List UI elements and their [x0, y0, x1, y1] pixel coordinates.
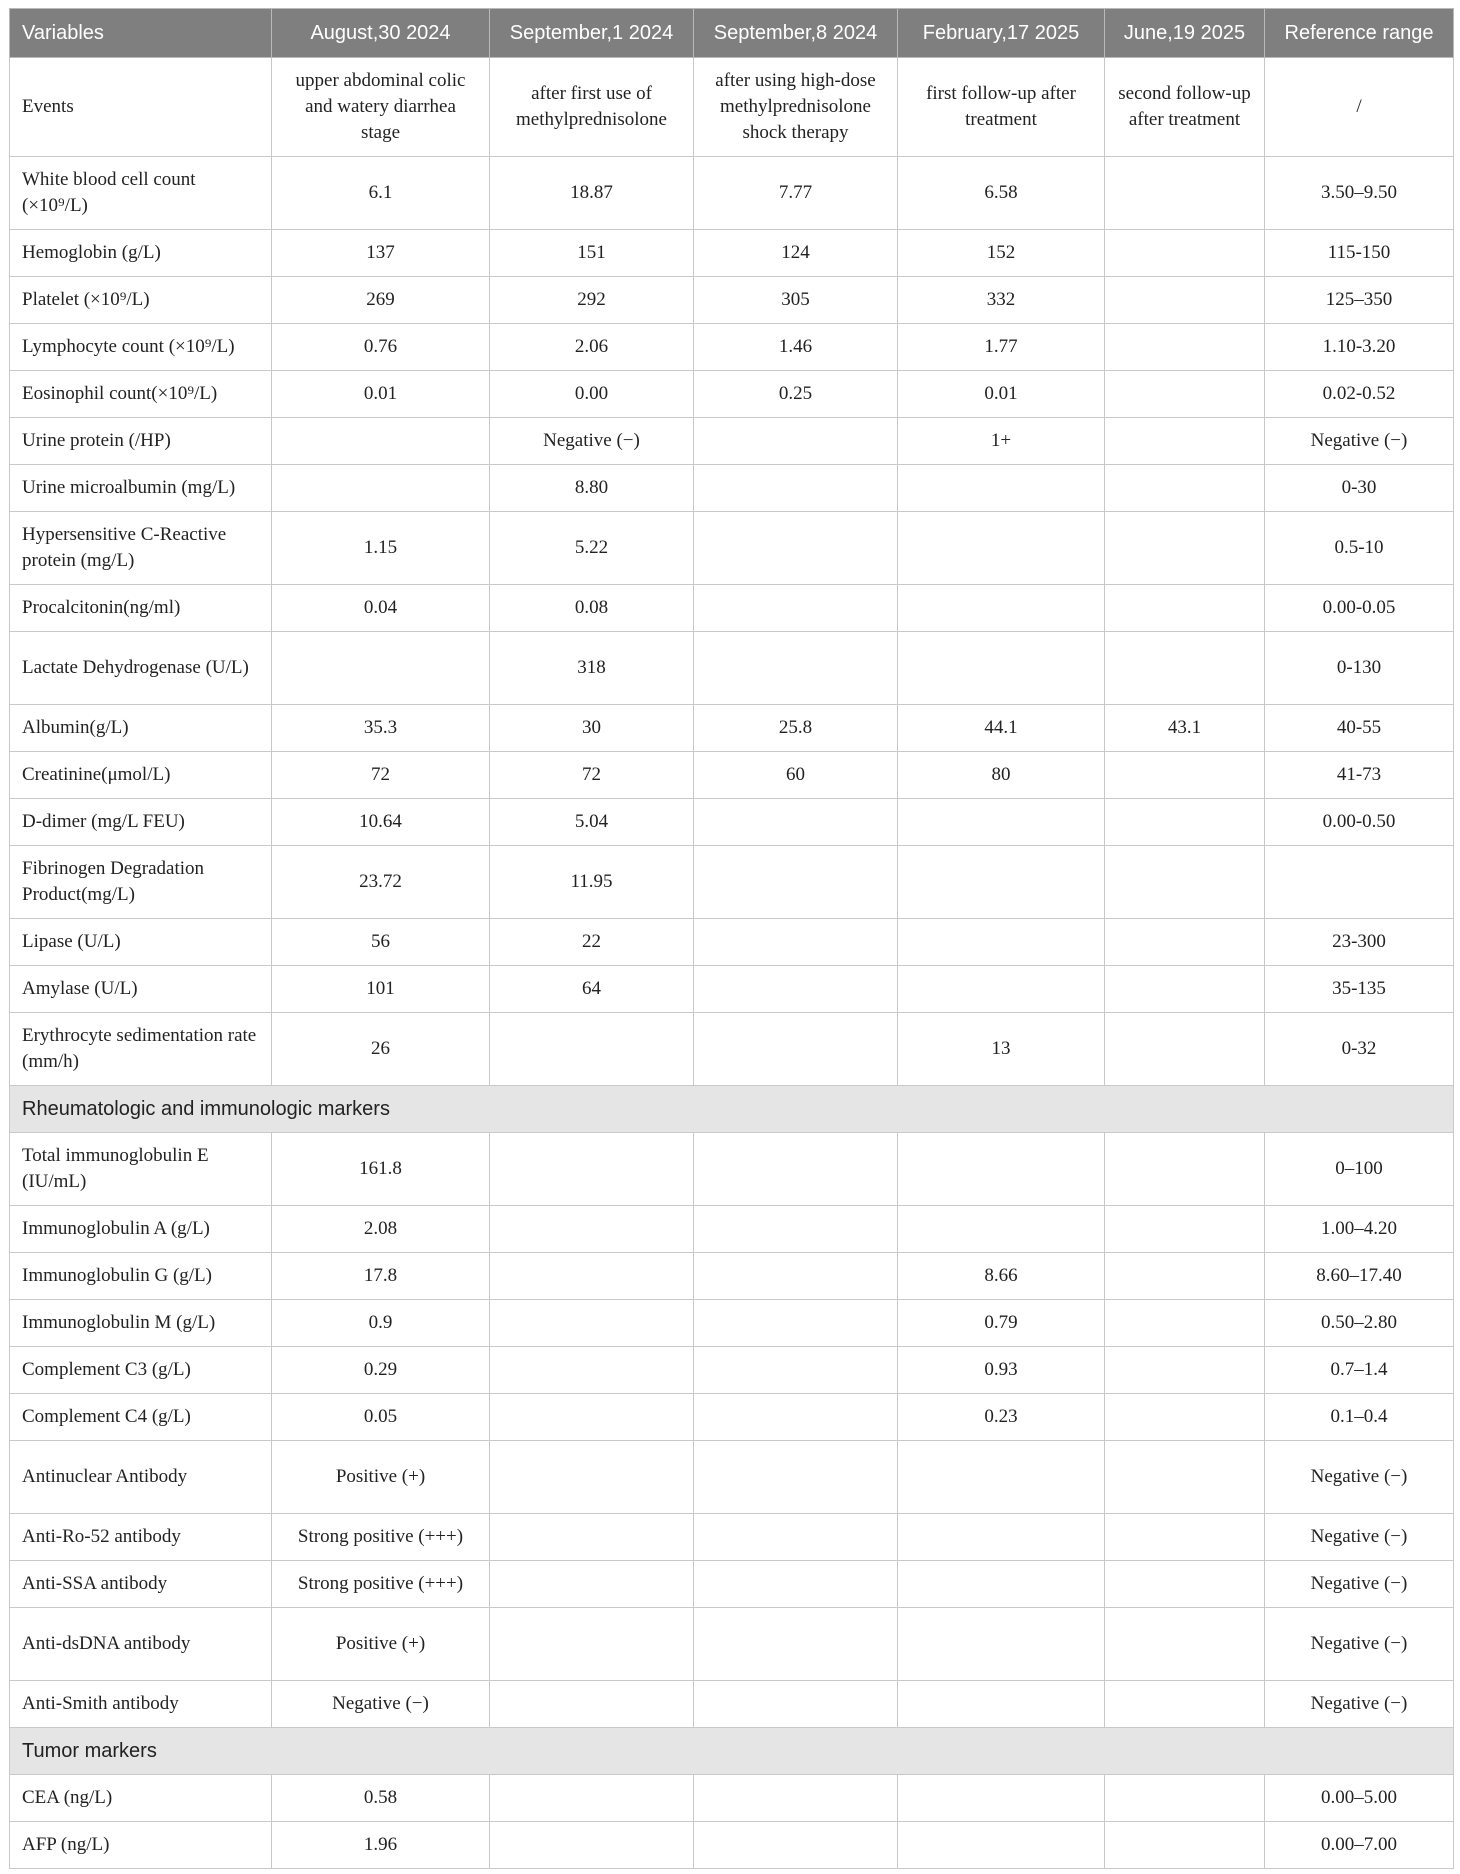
reference-range-cell: 0.00–5.00: [1265, 1775, 1454, 1822]
value-cell: [1105, 799, 1265, 846]
table-row: [10, 1681, 1454, 1728]
reference-range-cell: 0-32: [1265, 1013, 1454, 1086]
row-label: Amylase (U/L): [10, 966, 272, 1013]
value-cell: [694, 1681, 898, 1728]
table-row: [10, 1514, 1454, 1561]
row-label: Procalcitonin(ng/ml): [10, 585, 272, 632]
value-cell: 6.1: [272, 157, 490, 230]
value-cell: [694, 1822, 898, 1869]
reference-range-cell: 0.1–0.4: [1265, 1394, 1454, 1441]
value-cell: Positive (+): [272, 1441, 490, 1514]
value-cell: [1105, 752, 1265, 799]
value-cell: [272, 418, 490, 465]
value-cell: [898, 1822, 1105, 1869]
value-cell: [898, 799, 1105, 846]
value-cell: [898, 632, 1105, 705]
reference-range-cell: 0.50–2.80: [1265, 1300, 1454, 1347]
table-row: [10, 752, 1454, 799]
value-cell: 0.29: [272, 1347, 490, 1394]
value-cell: 318: [490, 632, 694, 705]
event-cell: after first use of methylprednisolone: [490, 58, 694, 157]
reference-range-cell: 0-30: [1265, 465, 1454, 512]
table-row: [10, 465, 1454, 512]
value-cell: [1105, 230, 1265, 277]
value-cell: 25.8: [694, 705, 898, 752]
value-cell: [694, 1441, 898, 1514]
value-cell: [694, 1300, 898, 1347]
header-date-5: June,19 2025: [1105, 9, 1265, 58]
header-date-2: September,1 2024: [490, 9, 694, 58]
value-cell: 6.58: [898, 157, 1105, 230]
value-cell: [1105, 1394, 1265, 1441]
value-cell: [1105, 1133, 1265, 1206]
value-cell: [694, 1253, 898, 1300]
value-cell: [490, 1300, 694, 1347]
reference-range-cell: 35-135: [1265, 966, 1454, 1013]
row-label: Platelet (×10⁹/L): [10, 277, 272, 324]
value-cell: 1.46: [694, 324, 898, 371]
section-title: Tumor markers: [10, 1728, 1454, 1775]
value-cell: 0.9: [272, 1300, 490, 1347]
value-cell: 1.96: [272, 1822, 490, 1869]
reference-range-cell: Negative (−): [1265, 1681, 1454, 1728]
value-cell: 10.64: [272, 799, 490, 846]
reference-range-cell: 0.00–7.00: [1265, 1822, 1454, 1869]
table-row: [10, 1013, 1454, 1086]
events-row: [10, 58, 1454, 157]
value-cell: 5.04: [490, 799, 694, 846]
value-cell: [898, 1441, 1105, 1514]
value-cell: [1105, 632, 1265, 705]
value-cell: [694, 1514, 898, 1561]
reference-range-cell: 8.60–17.40: [1265, 1253, 1454, 1300]
reference-range-cell: Negative (−): [1265, 418, 1454, 465]
value-cell: [898, 1561, 1105, 1608]
value-cell: [490, 1822, 694, 1869]
value-cell: [694, 465, 898, 512]
row-label: Lymphocyte count (×10⁹/L): [10, 324, 272, 371]
value-cell: 0.04: [272, 585, 490, 632]
header-reference-range: Reference range: [1265, 9, 1454, 58]
value-cell: [1105, 919, 1265, 966]
value-cell: [490, 1253, 694, 1300]
value-cell: [490, 1133, 694, 1206]
value-cell: [1105, 418, 1265, 465]
table-row: [10, 1561, 1454, 1608]
value-cell: [1105, 1514, 1265, 1561]
value-cell: [898, 585, 1105, 632]
value-cell: [898, 512, 1105, 585]
value-cell: 1.15: [272, 512, 490, 585]
value-cell: [1105, 585, 1265, 632]
table-row: [10, 157, 1454, 230]
row-label: White blood cell count (×10⁹/L): [10, 157, 272, 230]
row-label: Complement C4 (g/L): [10, 1394, 272, 1441]
reference-range-cell: 1.10-3.20: [1265, 324, 1454, 371]
table-body: [10, 58, 1454, 1869]
value-cell: [694, 846, 898, 919]
row-label: Anti-dsDNA antibody: [10, 1608, 272, 1681]
value-cell: [1105, 966, 1265, 1013]
row-label: Eosinophil count(×10⁹/L): [10, 371, 272, 418]
value-cell: 30: [490, 705, 694, 752]
value-cell: Negative (−): [272, 1681, 490, 1728]
value-cell: [1105, 277, 1265, 324]
value-cell: [1105, 1300, 1265, 1347]
value-cell: 56: [272, 919, 490, 966]
value-cell: [694, 1013, 898, 1086]
row-label: Albumin(g/L): [10, 705, 272, 752]
value-cell: [1105, 1441, 1265, 1514]
table-row: [10, 277, 1454, 324]
value-cell: [694, 418, 898, 465]
value-cell: 101: [272, 966, 490, 1013]
value-cell: 1.77: [898, 324, 1105, 371]
value-cell: [694, 1608, 898, 1681]
row-label: Immunoglobulin M (g/L): [10, 1300, 272, 1347]
value-cell: [898, 966, 1105, 1013]
row-label: Complement C3 (g/L): [10, 1347, 272, 1394]
value-cell: [1105, 1347, 1265, 1394]
value-cell: [898, 1133, 1105, 1206]
row-label: Anti-SSA antibody: [10, 1561, 272, 1608]
row-label: Urine microalbumin (mg/L): [10, 465, 272, 512]
row-label: Fibrinogen Degradation Product(mg/L): [10, 846, 272, 919]
value-cell: [1105, 371, 1265, 418]
value-cell: 13: [898, 1013, 1105, 1086]
value-cell: 64: [490, 966, 694, 1013]
value-cell: [898, 1206, 1105, 1253]
table-row: [10, 585, 1454, 632]
value-cell: [490, 1206, 694, 1253]
table-row: [10, 1822, 1454, 1869]
value-cell: [490, 1681, 694, 1728]
value-cell: 0.23: [898, 1394, 1105, 1441]
event-cell: /: [1265, 58, 1454, 157]
value-cell: 60: [694, 752, 898, 799]
section-title: Rheumatologic and immunologic markers: [10, 1086, 1454, 1133]
table-row: [10, 371, 1454, 418]
reference-range-cell: 0.5-10: [1265, 512, 1454, 585]
reference-range-cell: 41-73: [1265, 752, 1454, 799]
value-cell: [1105, 1681, 1265, 1728]
value-cell: 35.3: [272, 705, 490, 752]
value-cell: [694, 632, 898, 705]
reference-range-cell: Negative (−): [1265, 1514, 1454, 1561]
reference-range-cell: Negative (−): [1265, 1561, 1454, 1608]
value-cell: 0.93: [898, 1347, 1105, 1394]
row-label: CEA (ng/L): [10, 1775, 272, 1822]
row-label: Urine protein (/HP): [10, 418, 272, 465]
value-cell: Strong positive (+++): [272, 1514, 490, 1561]
event-cell: after using high-dose methylprednisolone shock therapy: [694, 58, 898, 157]
value-cell: [694, 1775, 898, 1822]
value-cell: [694, 585, 898, 632]
value-cell: 72: [490, 752, 694, 799]
value-cell: [490, 1394, 694, 1441]
row-label: Lactate Dehydrogenase (U/L): [10, 632, 272, 705]
value-cell: 2.08: [272, 1206, 490, 1253]
value-cell: 161.8: [272, 1133, 490, 1206]
section-header-rheumatologic: [10, 1086, 1454, 1133]
row-label: Lipase (U/L): [10, 919, 272, 966]
header-row: [10, 9, 1454, 58]
row-label: Erythrocyte sedimentation rate (mm/h): [10, 1013, 272, 1086]
reference-range-cell: 125–350: [1265, 277, 1454, 324]
value-cell: 0.00: [490, 371, 694, 418]
value-cell: 43.1: [1105, 705, 1265, 752]
value-cell: [272, 465, 490, 512]
reference-range-cell: 1.00–4.20: [1265, 1206, 1454, 1253]
table-row: [10, 512, 1454, 585]
reference-range-cell: 3.50–9.50: [1265, 157, 1454, 230]
value-cell: 0.79: [898, 1300, 1105, 1347]
event-cell: second follow-up after treatment: [1105, 58, 1265, 157]
value-cell: 0.25: [694, 371, 898, 418]
table-row: [10, 799, 1454, 846]
value-cell: 18.87: [490, 157, 694, 230]
value-cell: [898, 846, 1105, 919]
value-cell: [1105, 1822, 1265, 1869]
reference-range-cell: Negative (−): [1265, 1441, 1454, 1514]
table-row: [10, 1394, 1454, 1441]
value-cell: [694, 1206, 898, 1253]
value-cell: 5.22: [490, 512, 694, 585]
value-cell: 151: [490, 230, 694, 277]
value-cell: [490, 1561, 694, 1608]
table-row: [10, 1347, 1454, 1394]
value-cell: 152: [898, 230, 1105, 277]
row-label: AFP (ng/L): [10, 1822, 272, 1869]
reference-range-cell: 0-130: [1265, 632, 1454, 705]
value-cell: 269: [272, 277, 490, 324]
value-cell: [898, 1514, 1105, 1561]
value-cell: 305: [694, 277, 898, 324]
value-cell: 0.76: [272, 324, 490, 371]
lab-results-table: [9, 8, 1454, 1869]
reference-range-cell: 0.7–1.4: [1265, 1347, 1454, 1394]
value-cell: [1105, 465, 1265, 512]
value-cell: 44.1: [898, 705, 1105, 752]
header-date-4: February,17 2025: [898, 9, 1105, 58]
table-row: [10, 1133, 1454, 1206]
value-cell: 26: [272, 1013, 490, 1086]
header-date-1: August,30 2024: [272, 9, 490, 58]
row-label: Antinuclear Antibody: [10, 1441, 272, 1514]
value-cell: [1105, 1253, 1265, 1300]
table-row: [10, 1775, 1454, 1822]
row-label: D-dimer (mg/L FEU): [10, 799, 272, 846]
value-cell: Strong positive (+++): [272, 1561, 490, 1608]
value-cell: 124: [694, 230, 898, 277]
value-cell: [898, 1775, 1105, 1822]
value-cell: [490, 1441, 694, 1514]
value-cell: [694, 799, 898, 846]
table-row: [10, 230, 1454, 277]
value-cell: 22: [490, 919, 694, 966]
value-cell: [898, 465, 1105, 512]
row-label: Immunoglobulin G (g/L): [10, 1253, 272, 1300]
value-cell: 332: [898, 277, 1105, 324]
value-cell: [694, 1347, 898, 1394]
lab-results-table-container: [9, 8, 1453, 1869]
reference-range-cell: 0–100: [1265, 1133, 1454, 1206]
value-cell: [694, 1561, 898, 1608]
table-row: [10, 846, 1454, 919]
value-cell: [1105, 1206, 1265, 1253]
value-cell: 0.08: [490, 585, 694, 632]
row-label: Immunoglobulin A (g/L): [10, 1206, 272, 1253]
reference-range-cell: 23-300: [1265, 919, 1454, 966]
event-cell: upper abdominal colic and watery diarrhea stage: [272, 58, 490, 157]
table-row: [10, 324, 1454, 371]
value-cell: 2.06: [490, 324, 694, 371]
value-cell: 80: [898, 752, 1105, 799]
value-cell: [490, 1608, 694, 1681]
row-label: Anti-Ro-52 antibody: [10, 1514, 272, 1561]
row-label: Hypersensitive C-Reactive protein (mg/L): [10, 512, 272, 585]
row-label: Anti-Smith antibody: [10, 1681, 272, 1728]
reference-range-cell: 40-55: [1265, 705, 1454, 752]
table-row: [10, 632, 1454, 705]
value-cell: 23.72: [272, 846, 490, 919]
value-cell: [694, 512, 898, 585]
value-cell: 17.8: [272, 1253, 490, 1300]
row-label: Events: [10, 58, 272, 157]
table-row: [10, 705, 1454, 752]
value-cell: 8.66: [898, 1253, 1105, 1300]
section-header-tumor: [10, 1728, 1454, 1775]
value-cell: [272, 632, 490, 705]
value-cell: [694, 919, 898, 966]
value-cell: [490, 1514, 694, 1561]
value-cell: [694, 1133, 898, 1206]
value-cell: 137: [272, 230, 490, 277]
value-cell: [1105, 324, 1265, 371]
value-cell: [1105, 1775, 1265, 1822]
reference-range-cell: 0.00-0.05: [1265, 585, 1454, 632]
value-cell: [1105, 1561, 1265, 1608]
header-variables: Variables: [10, 9, 272, 58]
value-cell: [1105, 512, 1265, 585]
value-cell: [490, 1775, 694, 1822]
row-label: Total immunoglobulin E (IU/mL): [10, 1133, 272, 1206]
reference-range-cell: 115-150: [1265, 230, 1454, 277]
table-row: [10, 418, 1454, 465]
value-cell: [1105, 1608, 1265, 1681]
table-row: [10, 1441, 1454, 1514]
table-row: [10, 1253, 1454, 1300]
value-cell: [694, 966, 898, 1013]
value-cell: [1105, 1013, 1265, 1086]
value-cell: [490, 1347, 694, 1394]
value-cell: 0.01: [898, 371, 1105, 418]
value-cell: 72: [272, 752, 490, 799]
value-cell: Negative (−): [490, 418, 694, 465]
row-label: Creatinine(μmol/L): [10, 752, 272, 799]
table-row: [10, 919, 1454, 966]
value-cell: [1105, 157, 1265, 230]
reference-range-cell: 0.02-0.52: [1265, 371, 1454, 418]
value-cell: [898, 919, 1105, 966]
value-cell: [694, 1394, 898, 1441]
value-cell: 11.95: [490, 846, 694, 919]
value-cell: 8.80: [490, 465, 694, 512]
header-date-3: September,8 2024: [694, 9, 898, 58]
value-cell: 7.77: [694, 157, 898, 230]
table-row: [10, 1608, 1454, 1681]
table-row: [10, 1300, 1454, 1347]
table-row: [10, 1206, 1454, 1253]
value-cell: 0.58: [272, 1775, 490, 1822]
table-row: [10, 966, 1454, 1013]
reference-range-cell: Negative (−): [1265, 1608, 1454, 1681]
reference-range-cell: 0.00-0.50: [1265, 799, 1454, 846]
value-cell: 0.05: [272, 1394, 490, 1441]
row-label: Hemoglobin (g/L): [10, 230, 272, 277]
value-cell: [1105, 846, 1265, 919]
value-cell: 292: [490, 277, 694, 324]
value-cell: [898, 1681, 1105, 1728]
value-cell: 0.01: [272, 371, 490, 418]
value-cell: [490, 1013, 694, 1086]
value-cell: 1+: [898, 418, 1105, 465]
value-cell: [898, 1608, 1105, 1681]
value-cell: Positive (+): [272, 1608, 490, 1681]
event-cell: first follow-up after treatment: [898, 58, 1105, 157]
reference-range-cell: [1265, 846, 1454, 919]
